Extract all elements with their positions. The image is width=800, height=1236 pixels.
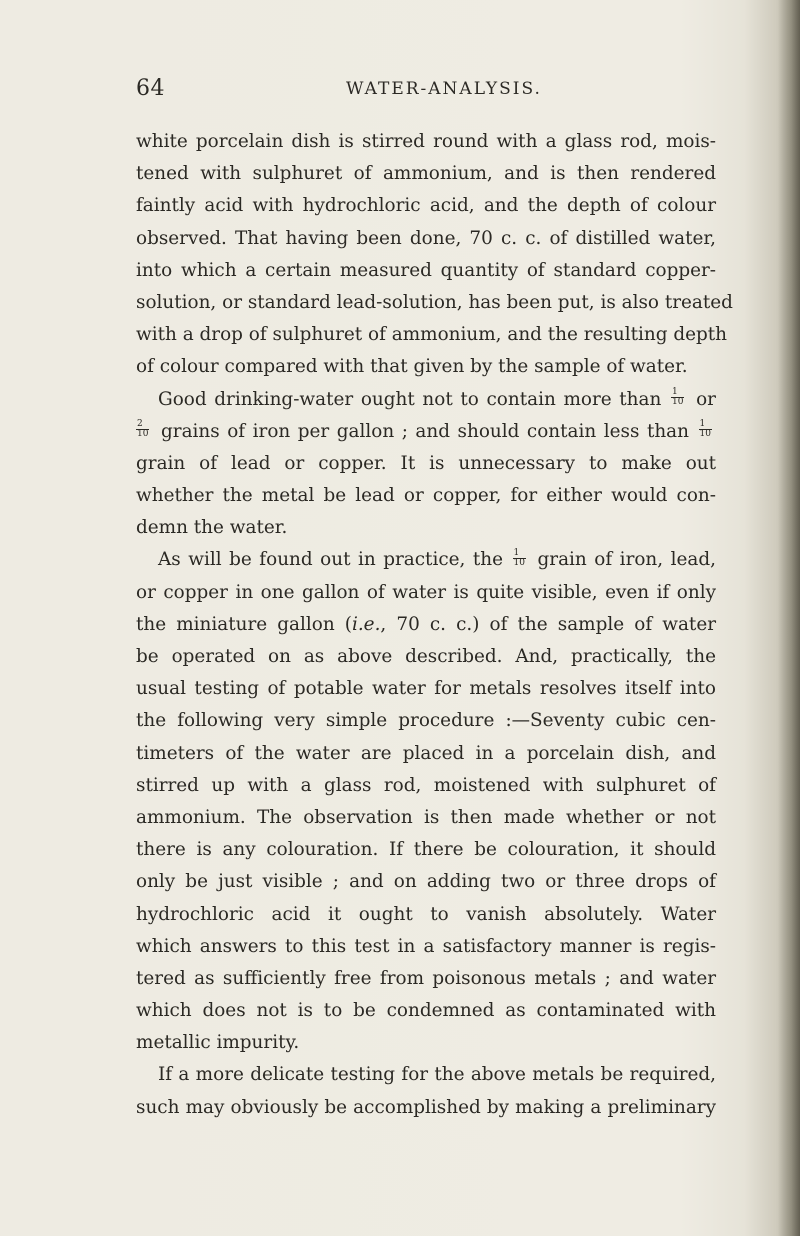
text-line: white porcelain dish is stirred round with a glass rod, mois- xyxy=(136,131,716,152)
fraction-numerator: 1 xyxy=(699,420,712,430)
text-line: be operated on as above described. And, practically, the xyxy=(136,646,716,667)
text-line: ammonium. The observation is then made whether or not xyxy=(136,806,716,828)
text-line: into which a certain measured quantity of standard copper- xyxy=(136,259,716,281)
text-line: tened with sulphuret of ammonium, and is then rendered xyxy=(136,163,716,185)
page-edge-shadow xyxy=(778,0,800,1236)
fraction xyxy=(699,420,712,439)
text-line: the following very simple procedure :—Seventy cubic cen- xyxy=(136,710,716,732)
fraction-denominator: 10 xyxy=(513,557,525,568)
fraction-numerator: 1 xyxy=(513,549,526,559)
text-line: or copper in one gallon of water is quite visible, even if only xyxy=(136,581,716,603)
text-fragment: grains of iron per gallon ; and should contain less than xyxy=(161,420,689,442)
text-line xyxy=(136,544,716,576)
fraction-denominator: 10 xyxy=(672,397,684,407)
text-line: tered as sufficiently free from poisonous metals ; and water xyxy=(136,967,716,989)
text-line: stirred up with a glass rod, moistened with sulphuret of xyxy=(136,774,716,796)
text-line: demn the water. xyxy=(136,517,288,539)
text-line xyxy=(136,384,716,416)
text-line: solution, or standard lead-solution, has been put, is also treated xyxy=(136,291,733,313)
text-line: only be just visible ; and on adding two or three drops of xyxy=(136,871,716,893)
fraction xyxy=(513,549,526,568)
fraction-numerator: 2 xyxy=(136,420,149,430)
text-line xyxy=(136,416,716,448)
text-line: of colour compared with that given by the sample of water. xyxy=(136,356,688,378)
text-line: observed. That having been done, 70 c. c. of distilled water, xyxy=(136,227,716,249)
page-number: 64 xyxy=(136,76,165,101)
text-line: with a drop of sulphuret of ammonium, and the resulting depth xyxy=(136,324,727,346)
text-line: faintly acid with hydrochloric acid, and the depth of colour xyxy=(136,195,716,217)
text-fragment: or xyxy=(696,388,716,410)
text-fragment: Good drinking-water ought not to contain more than xyxy=(158,388,662,410)
fraction-denominator: 10 xyxy=(699,429,711,440)
fraction-numerator: 1 xyxy=(671,388,684,398)
text-line: timeters of the water are placed in a porcelain dish, and xyxy=(136,742,716,764)
fraction-denominator: 10 xyxy=(137,429,149,440)
text-line: there is any colouration. If there be colouration, it should xyxy=(136,839,716,861)
italic-abbreviation: i.e. xyxy=(351,613,381,635)
text-fragment: , 70 c. c.) of the sample of water xyxy=(380,613,716,635)
fraction xyxy=(671,388,684,407)
text-fragment: As will be found out in practice, the xyxy=(158,549,503,571)
page-header xyxy=(136,76,716,106)
text-fragment: grain of iron, lead, xyxy=(537,549,716,571)
text-line xyxy=(136,609,716,641)
text-line: grain of lead or copper. It is unnecessary to make out xyxy=(136,452,716,474)
text-fragment: the miniature gallon ( xyxy=(136,613,352,635)
text-line: hydrochloric acid it ought to vanish absolutely. Water xyxy=(136,903,716,925)
text-line: which does not is to be condemned as contaminated with xyxy=(136,1000,716,1022)
text-line: If a more delicate testing for the above metals be required, xyxy=(158,1064,716,1086)
text-line: whether the metal be lead or copper, for either would con- xyxy=(136,485,716,507)
text-line: metallic impurity. xyxy=(136,1032,300,1054)
text-line: which answers to this test in a satisfactory manner is regis- xyxy=(136,935,716,957)
body-text xyxy=(136,126,733,1124)
text-line: such may obviously be accomplished by making a preliminary xyxy=(136,1096,716,1118)
text-line: usual testing of potable water for metals resolves itself into xyxy=(136,678,716,700)
running-head: WATER-ANALYSIS. xyxy=(346,79,542,99)
fraction xyxy=(136,420,149,439)
